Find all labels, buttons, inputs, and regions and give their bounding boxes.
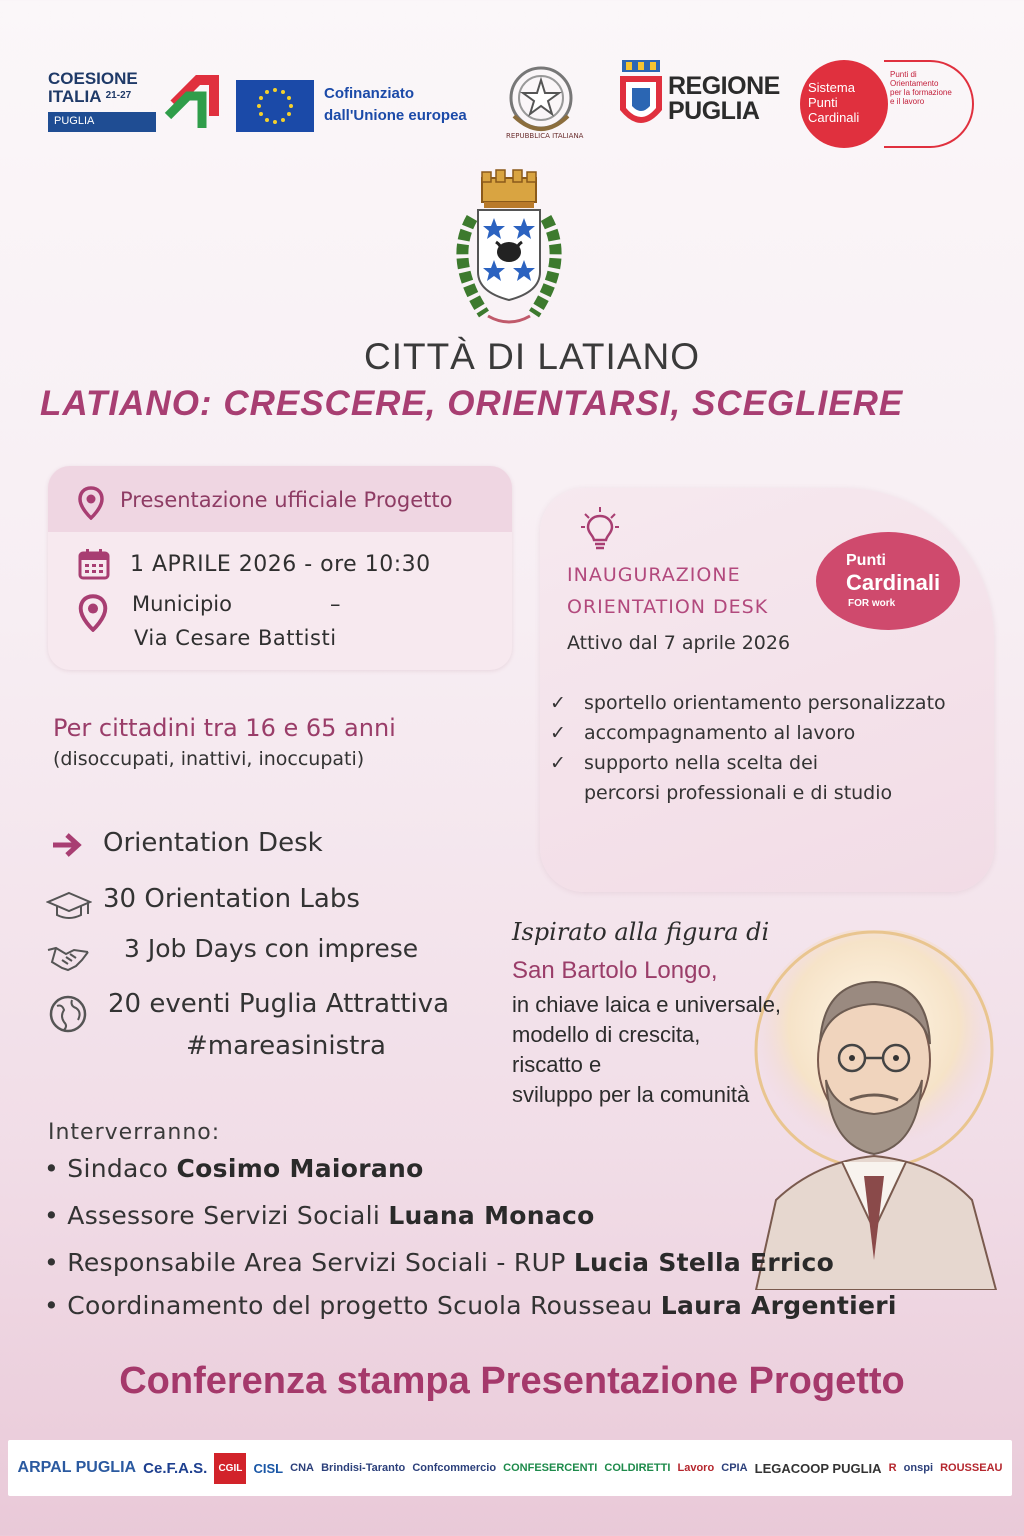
partner-logo: onspi xyxy=(903,1462,934,1474)
quote-line: modello di crescita, xyxy=(512,1022,701,1047)
eu-flag-icon xyxy=(236,80,314,132)
spc-outline-l3: per la formazione xyxy=(890,88,952,97)
desk-title-line2: ORIENTATION DESK xyxy=(567,596,769,618)
graduation-cap-icon xyxy=(46,890,92,922)
desk-active-date: Attivo dal 7 aprile 2026 xyxy=(567,632,791,654)
check-item: ✓ supporto nella scelta dei xyxy=(550,748,946,778)
regione-line1: REGIONE xyxy=(668,72,780,100)
badge-line3: FOR work xyxy=(848,598,896,609)
partner-logo: ROUSSEAU xyxy=(940,1462,1003,1474)
quote-body xyxy=(512,990,781,1110)
slogan: LATIANO: CRESCERE, ORIENTARSI, SCEGLIERE xyxy=(40,384,904,423)
city-title: CITTÀ DI LATIANO xyxy=(363,336,700,377)
speaker-name: Laura Argentieri xyxy=(660,1291,897,1320)
calendar-icon xyxy=(78,548,110,580)
partner-logo: CGIL xyxy=(214,1453,246,1484)
orientation-desk-card xyxy=(540,488,994,892)
spc-line3: Cardinali xyxy=(808,110,860,125)
repubblica-emblem xyxy=(502,58,584,142)
event-place: Municipio xyxy=(132,592,232,616)
italian-emblem-icon xyxy=(502,58,580,142)
partner-logo: CONFESERCENTI xyxy=(503,1462,598,1474)
spc-outline-l4: e il lavoro xyxy=(890,97,925,106)
globe-icon xyxy=(48,994,88,1034)
spc-line2: Punti xyxy=(808,95,838,110)
check-item-continued: percorsi professionali e di studio xyxy=(584,782,893,804)
feature-labs: 30 Orientation Labs xyxy=(103,884,360,914)
coesione-arrow-icon xyxy=(164,70,220,134)
coesione-sup: 21-27 xyxy=(105,90,132,101)
quote-name: San Bartolo Longo, xyxy=(512,957,718,984)
check-item: ✓ accompagnamento al lavoro xyxy=(550,718,946,748)
check-icon: ✓ xyxy=(550,752,566,774)
target-audience: Per cittadini tra 16 e 65 anni xyxy=(53,714,396,742)
desk-check-list xyxy=(550,688,946,808)
location-pin-icon xyxy=(78,594,108,632)
spc-outline-l2: Orientamento xyxy=(890,79,939,88)
arrow-right-icon xyxy=(50,830,84,860)
punti-cardinali-badge xyxy=(816,532,960,630)
sistema-punti-cardinali-logo xyxy=(800,60,978,150)
target-detail: (disoccupati, inattivi, inoccupati) xyxy=(53,748,365,770)
partner-logo: Ce.F.A.S. xyxy=(143,1459,208,1477)
speaker-name: Luana Monaco xyxy=(388,1201,595,1230)
repubblica-label: REPUBBLICA ITALIANA xyxy=(506,132,584,140)
partner-logo: CISL xyxy=(253,1460,284,1476)
partner-logo: LEGACOOP PUGLIA xyxy=(754,1460,882,1476)
speaker-name: Lucia Stella Errico xyxy=(573,1248,835,1277)
speaker-item: • Responsabile Area Servizi Sociali - RUP Lucia Stella Errico xyxy=(44,1248,835,1277)
lightbulb-icon xyxy=(580,506,620,552)
latiano-crest xyxy=(444,168,574,336)
spc-line1: Sistema xyxy=(808,80,855,95)
quote-line: sviluppo per la comunità xyxy=(512,1082,750,1107)
check-item: ✓ sportello orientamento personalizzato xyxy=(550,688,946,718)
speakers-heading: Interverranno: xyxy=(48,1120,221,1145)
eu-line2: dall'Unione europea xyxy=(324,107,467,124)
regione-line2: PUGLIA xyxy=(668,97,760,125)
coesione-italia-logo xyxy=(46,68,218,136)
eu-line1: Cofinanziato xyxy=(324,85,414,102)
press-conference-title: Conferenza stampa Presentazione Progetto xyxy=(119,1360,905,1402)
feature-hashtag: #mareasinistra xyxy=(186,1031,386,1061)
regione-puglia-logo xyxy=(616,56,786,140)
eu-cofinanced-logo xyxy=(236,80,496,132)
city-crest-icon xyxy=(444,168,574,336)
event-date: 1 APRILE 2026 - ore 10:30 xyxy=(130,552,431,577)
feature-orientation-desk: Orientation Desk xyxy=(103,828,323,858)
event-dash: – xyxy=(330,592,341,616)
coesione-bar: PUGLIA xyxy=(48,112,156,132)
coesione-line1: COESIONE xyxy=(48,69,138,88)
spc-outline-l1: Punti di xyxy=(890,70,917,79)
desk-title-line1: INAUGURAZIONE xyxy=(567,564,741,586)
partner-logo: Lavoro xyxy=(677,1462,715,1474)
partner-logo: COLDIRETTI xyxy=(604,1462,671,1474)
partner-logo: CNA xyxy=(290,1462,314,1474)
quote-line: in chiave laica e universale, xyxy=(512,992,782,1017)
coesione-line2: ITALIA xyxy=(48,87,101,106)
location-pin-icon xyxy=(78,486,104,520)
speaker-name: Cosimo Maiorano xyxy=(176,1154,424,1183)
event-street: Via Cesare Battisti xyxy=(134,626,337,650)
feature-eventi: 20 eventi Puglia Attrattiva xyxy=(108,989,450,1019)
bartolo-longo-portrait xyxy=(746,930,1016,1290)
speaker-item: • Coordinamento del progetto Scuola Rousseau Laura Argentieri xyxy=(44,1291,897,1320)
event-title: Presentazione ufficiale Progetto xyxy=(120,488,453,512)
partner-logo: Confcommercio xyxy=(412,1462,497,1474)
badge-line1: Punti xyxy=(846,552,886,569)
quote-line: riscatto e xyxy=(512,1052,602,1077)
partner-logo: R xyxy=(888,1462,897,1474)
badge-line2: Cardinali xyxy=(846,570,941,595)
speaker-item: • Assessore Servizi Sociali Luana Monaco xyxy=(44,1201,595,1230)
feature-job-days: 3 Job Days con imprese xyxy=(124,934,419,963)
partner-logo: CPIA xyxy=(721,1462,748,1474)
check-icon: ✓ xyxy=(550,692,566,714)
event-card xyxy=(48,466,512,670)
handshake-icon xyxy=(46,942,90,972)
check-icon: ✓ xyxy=(550,722,566,744)
quote-intro: Ispirato alla figura di xyxy=(512,918,770,946)
puglia-shield-icon xyxy=(616,56,666,138)
speaker-item: • Sindaco Cosimo Maiorano xyxy=(44,1154,424,1183)
partner-logo: Brindisi-Taranto xyxy=(321,1462,406,1474)
partner-logos-bar xyxy=(8,1440,1012,1496)
partner-logo: ARPAL PUGLIA xyxy=(17,1459,137,1476)
